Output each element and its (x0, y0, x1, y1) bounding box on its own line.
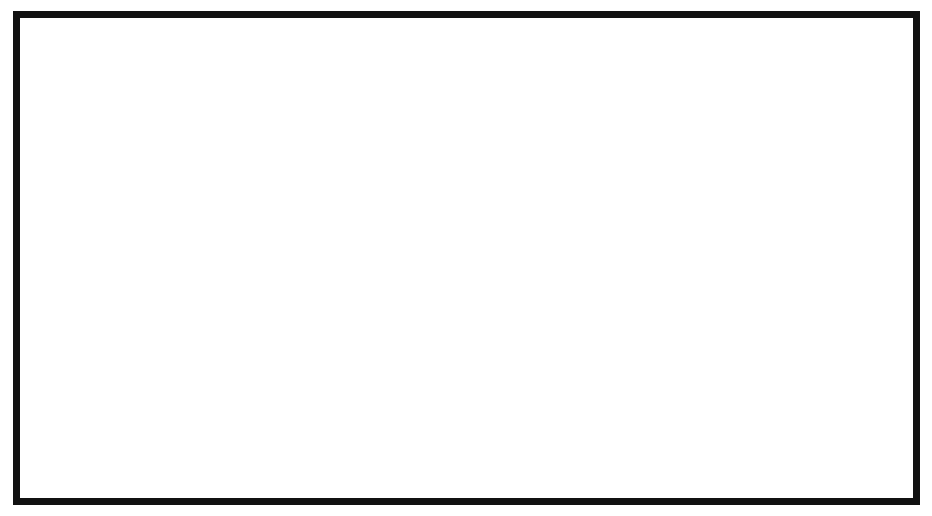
policy-comparison-frame (13, 11, 920, 505)
